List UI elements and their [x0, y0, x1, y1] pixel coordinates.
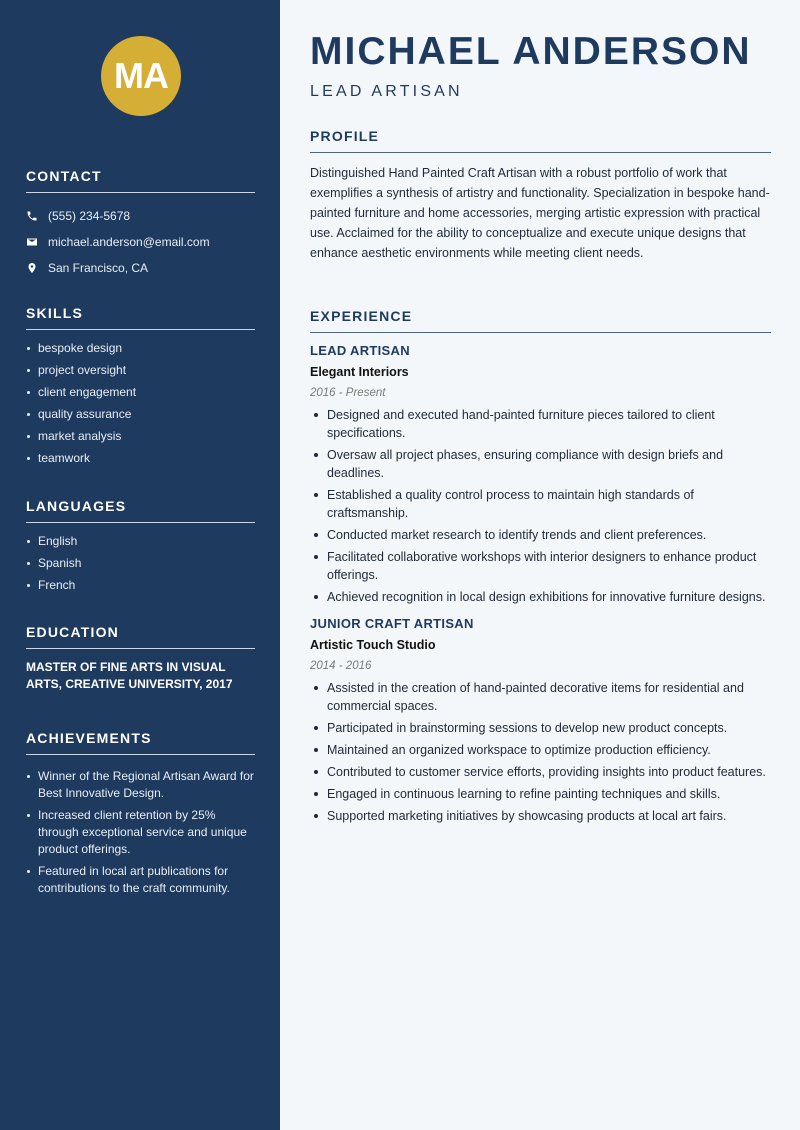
job-dates: 2014 - 2016 [310, 660, 372, 672]
email-icon [26, 236, 38, 248]
profile-heading: PROFILE [310, 128, 771, 153]
languages-heading: LANGUAGES [26, 498, 255, 523]
skills-heading: SKILLS [26, 305, 255, 330]
skill-item: client engagement [26, 384, 255, 401]
languages-list [26, 533, 255, 594]
contact-email [26, 229, 255, 255]
sidebar [0, 0, 280, 1130]
language-item: French [26, 577, 255, 594]
achievements-list [26, 768, 255, 897]
location-text: San Francisco, CA [48, 261, 149, 275]
company-name: Elegant Interiors [310, 365, 409, 379]
contact-heading: CONTACT [26, 168, 255, 193]
job-bullet: Conducted market research to identify trends and client preferences. [310, 526, 771, 544]
experience-heading: EXPERIENCE [310, 308, 771, 333]
job-bullet: Facilitated collaborative workshops with interior designers to enhance product offerings. [310, 548, 771, 584]
candidate-title: LEAD ARTISAN [310, 83, 463, 100]
avatar: MA [101, 36, 181, 116]
job-bullet: Established a quality control process to maintain high standards of craftsmanship. [310, 486, 771, 522]
skill-item: project oversight [26, 362, 255, 379]
achievements-section [26, 730, 255, 902]
contact-section [26, 168, 255, 281]
skill-item: teamwork [26, 450, 255, 467]
achievement-item: Increased client retention by 25% through exceptional service and unique product offerings. [26, 807, 255, 858]
candidate-name: MICHAEL ANDERSON [310, 30, 752, 73]
job-bullet: Contributed to customer service efforts, providing insights into product features. [310, 763, 771, 781]
languages-section [26, 498, 255, 599]
job-bullet: Designed and executed hand-painted furniture pieces tailored to client specifications. [310, 406, 771, 442]
skill-item: market analysis [26, 428, 255, 445]
phone-text: (555) 234-5678 [48, 209, 131, 223]
phone-icon [26, 210, 38, 222]
job-bullet: Engaged in continuous learning to refine painting techniques and skills. [310, 785, 771, 803]
skills-list [26, 340, 255, 467]
achievement-item: Winner of the Regional Artisan Award for Best Innovative Design. [26, 768, 255, 802]
job-title: JUNIOR CRAFT ARTISAN [310, 616, 474, 631]
job-entry [310, 343, 771, 606]
education-section [26, 624, 255, 693]
skill-item: bespoke design [26, 340, 255, 357]
job-dates: 2016 - Present [310, 387, 386, 399]
achievements-heading: ACHIEVEMENTS [26, 730, 255, 755]
skills-section [26, 305, 255, 472]
profile-text: Distinguished Hand Painted Craft Artisan with a robust portfolio of work that exemplifies a synthesis of artistry and functionality. Specialization in bespoke hand-painted furniture and home accessories, merging artistic expression with practical use. Acclaimed for the ability to conceptualize and execute unique designs that enhance aesthetic environments while meeting client needs. [310, 166, 770, 260]
experience-section [310, 308, 771, 829]
language-item: Spanish [26, 555, 255, 572]
company-name: Artistic Touch Studio [310, 638, 436, 652]
job-bullet: Oversaw all project phases, ensuring compliance with design briefs and deadlines. [310, 446, 771, 482]
location-pin-icon [26, 262, 38, 274]
job-bullet: Participated in brainstorming sessions to develop new product concepts. [310, 719, 771, 737]
education-entry: MASTER OF FINE ARTS IN VISUAL ARTS, CREATIVE UNIVERSITY, 2017 [26, 660, 233, 691]
skill-item: quality assurance [26, 406, 255, 423]
contact-location [26, 255, 255, 281]
job-bullets [310, 679, 771, 825]
education-heading: EDUCATION [26, 624, 255, 649]
job-bullet: Maintained an organized workspace to optimize production efficiency. [310, 741, 771, 759]
email-text: michael.anderson@email.com [48, 235, 210, 249]
profile-section [310, 128, 771, 263]
job-bullet: Supported marketing initiatives by showcasing products at local art fairs. [310, 807, 771, 825]
job-entry [310, 616, 771, 825]
job-bullet: Assisted in the creation of hand-painted decorative items for residential and commercial spaces. [310, 679, 771, 715]
achievement-item: Featured in local art publications for contributions to the craft community. [26, 863, 255, 897]
job-bullet: Achieved recognition in local design exhibitions for innovative furniture designs. [310, 588, 771, 606]
job-title: LEAD ARTISAN [310, 343, 410, 358]
job-bullets [310, 406, 771, 606]
language-item: English [26, 533, 255, 550]
contact-phone [26, 203, 255, 229]
